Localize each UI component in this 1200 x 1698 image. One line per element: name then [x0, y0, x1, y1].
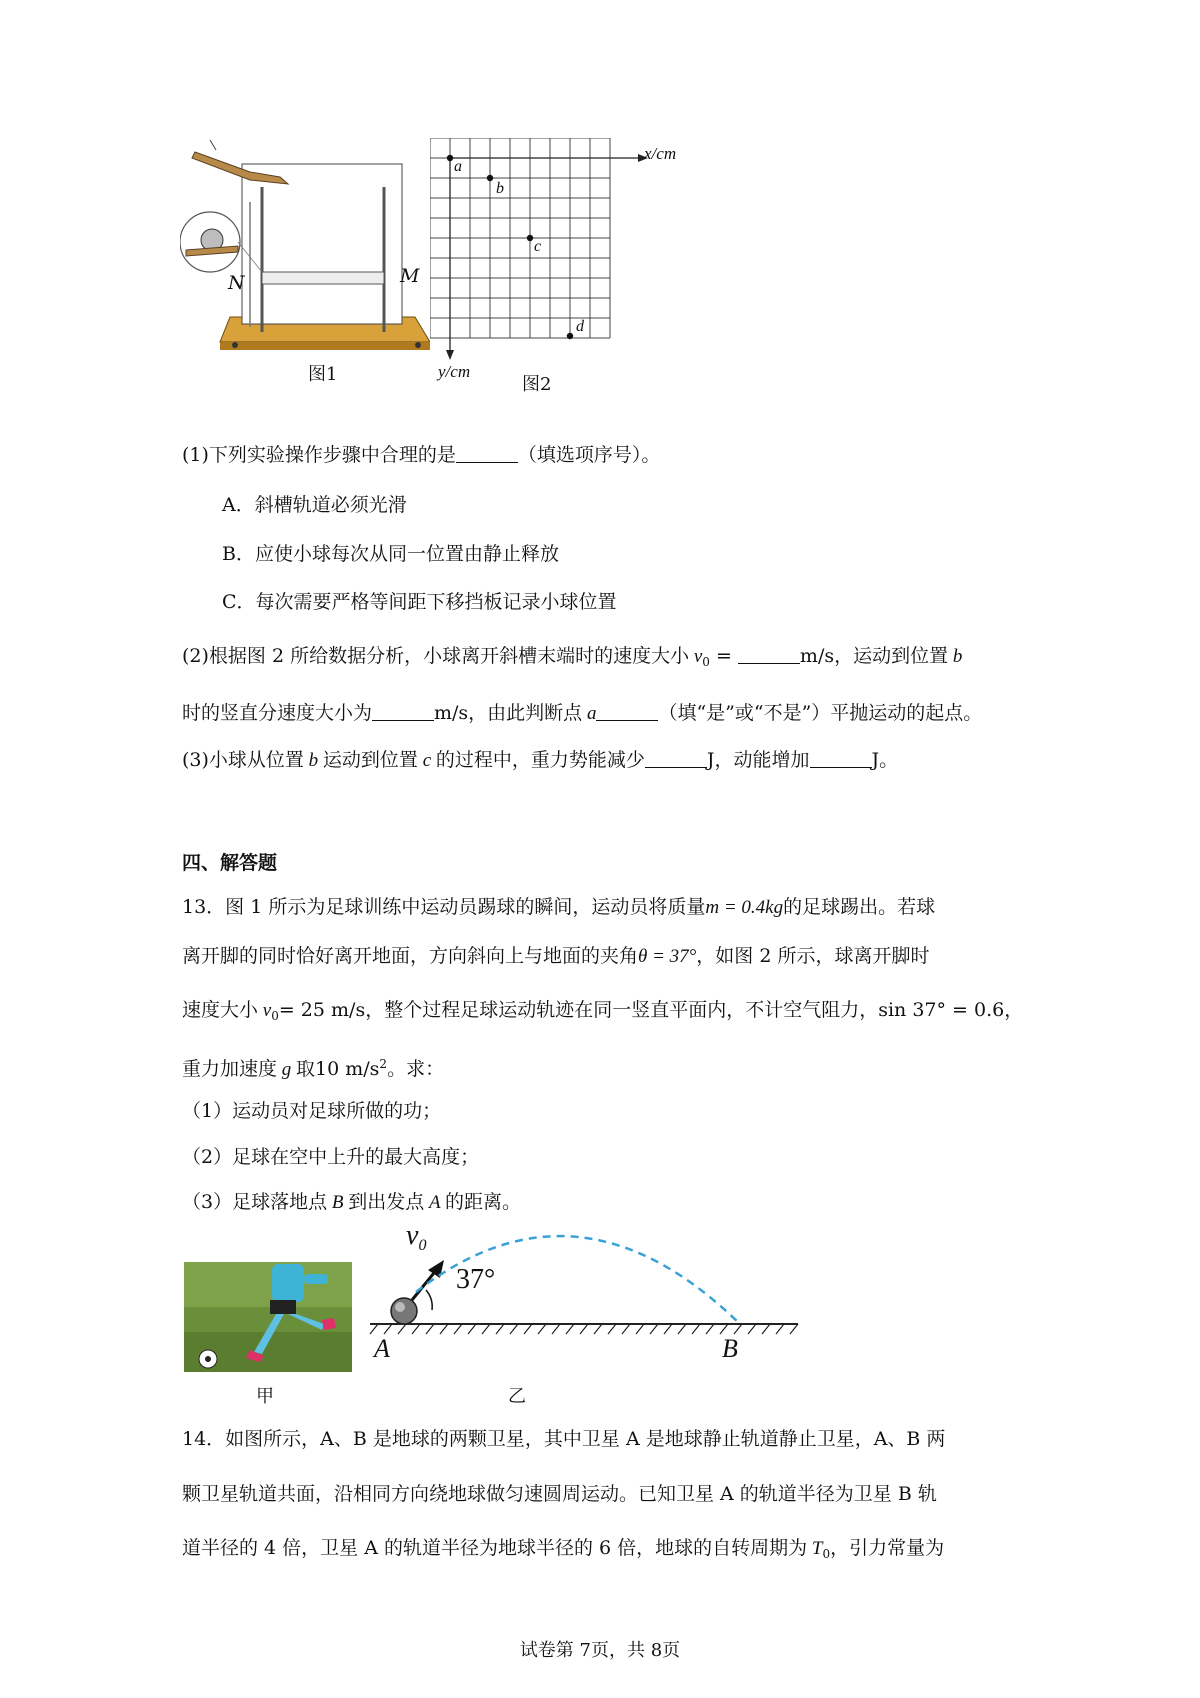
answer-blank [738, 645, 800, 664]
point-c [527, 235, 533, 241]
diagram-caption-yi: 乙 [508, 1386, 526, 1407]
x-axis-label: x/cm [644, 144, 677, 163]
photo-caption-jia: 甲 [256, 1386, 274, 1407]
point-A-label: A [374, 1334, 390, 1363]
angle-label: 37° [456, 1264, 496, 1295]
q12-part2-line1: (2)根据图 2 所给数据分析，小球离开斜槽末端时的速度大小 $v_0 = m/s$，运动到位置 b [182, 645, 963, 669]
q13-sub2: （2）足球在空中上升的最大高度； [182, 1146, 480, 1168]
answer-blank [810, 749, 872, 768]
figure-2-caption: 图2 [522, 374, 552, 395]
point-label-d: d [576, 318, 584, 335]
q12-option-a: A．斜槽轨道必须光滑 [222, 494, 407, 516]
label-N: N [228, 272, 245, 294]
page-footer: 试卷第 7页，共 8页 [519, 1640, 681, 1661]
answer-blank [596, 702, 658, 721]
q13-line3: 速度大小 $v_0= 25$ m/s，整个过程足球运动轨迹在同一竖直平面内，不计空气阻力，sin 37° = 0.6， [182, 999, 1024, 1023]
q13-sub3: （3）足球落地点 B 到出发点 A 的距离。 [182, 1191, 521, 1213]
point-label-b: b [496, 180, 504, 197]
q13-line1: 13．图 1 所示为足球训练中运动员踢球的瞬间，运动员将质量m = 0.4kg的足球踢出。若球 [182, 896, 936, 918]
point-B-label: B [722, 1334, 738, 1363]
point-d [567, 333, 573, 339]
figure-1-caption: 图1 [308, 364, 338, 385]
q14-line1: 14．如图所示，A、B 是地球的两颗卫星，其中卫星 A 是地球静止轨道静止卫星，A、B 两 [182, 1428, 946, 1450]
y-axis-label: y/cm [438, 362, 471, 381]
trajectory-diagram [368, 1220, 808, 1407]
q14-line2: 颗卫星轨道共面，沿相同方向绕地球做匀速圆周运动。已知卫星 A 的轨道半径为卫星 B 轨 [182, 1483, 937, 1505]
figure-2-grid [430, 138, 710, 396]
q14-line3: 道半径的 4 倍，卫星 A 的轨道半径为地球半径的 6 倍，地球的自转周期为 $T_0$，引力常量为 [182, 1537, 945, 1561]
q12-option-b: B．应使小球每次从同一位置由静止释放 [222, 543, 559, 565]
section-title: 四、解答题 [182, 852, 278, 874]
label-M: M [400, 265, 420, 287]
q12-part2-line2: 时的竖直分速度大小为 m/s，由此判断点 a （填“是”或“不是”）平抛运动的起点。 [182, 702, 983, 724]
point-label-a: a [454, 158, 462, 175]
q12-part1: (1)下列实验操作步骤中合理的是 （填选项序号）。 [182, 444, 661, 466]
point-label-c: c [534, 238, 542, 255]
apparatus-drawing [180, 132, 430, 362]
soccer-player-photo [184, 1262, 352, 1372]
point-a [447, 155, 453, 161]
q13-line2: 离开脚的同时恰好离开地面，方向斜向上与地面的夹角θ = 37°，如图 2 所示，球离开脚时 [182, 945, 930, 967]
answer-blank [372, 702, 434, 721]
v0-label: $v_0$ [406, 1220, 427, 1254]
grid-drawing [430, 138, 710, 373]
q13-sub1: （1）运动员对足球所做的功； [182, 1100, 442, 1122]
figure-1-apparatus [180, 132, 430, 392]
q13-line4: 重力加速度 g 取10 $m/s^2$。求： [182, 1057, 445, 1080]
answer-blank [645, 749, 707, 768]
q12-part3: (3)小球从位置 b 运动到位置 c 的过程中，重力势能减少 J，动能增加 J。 [182, 749, 899, 771]
answer-blank [456, 444, 518, 463]
q12-option-c: C．每次需要严格等间距下移挡板记录小球位置 [222, 591, 617, 613]
point-b [487, 175, 493, 181]
